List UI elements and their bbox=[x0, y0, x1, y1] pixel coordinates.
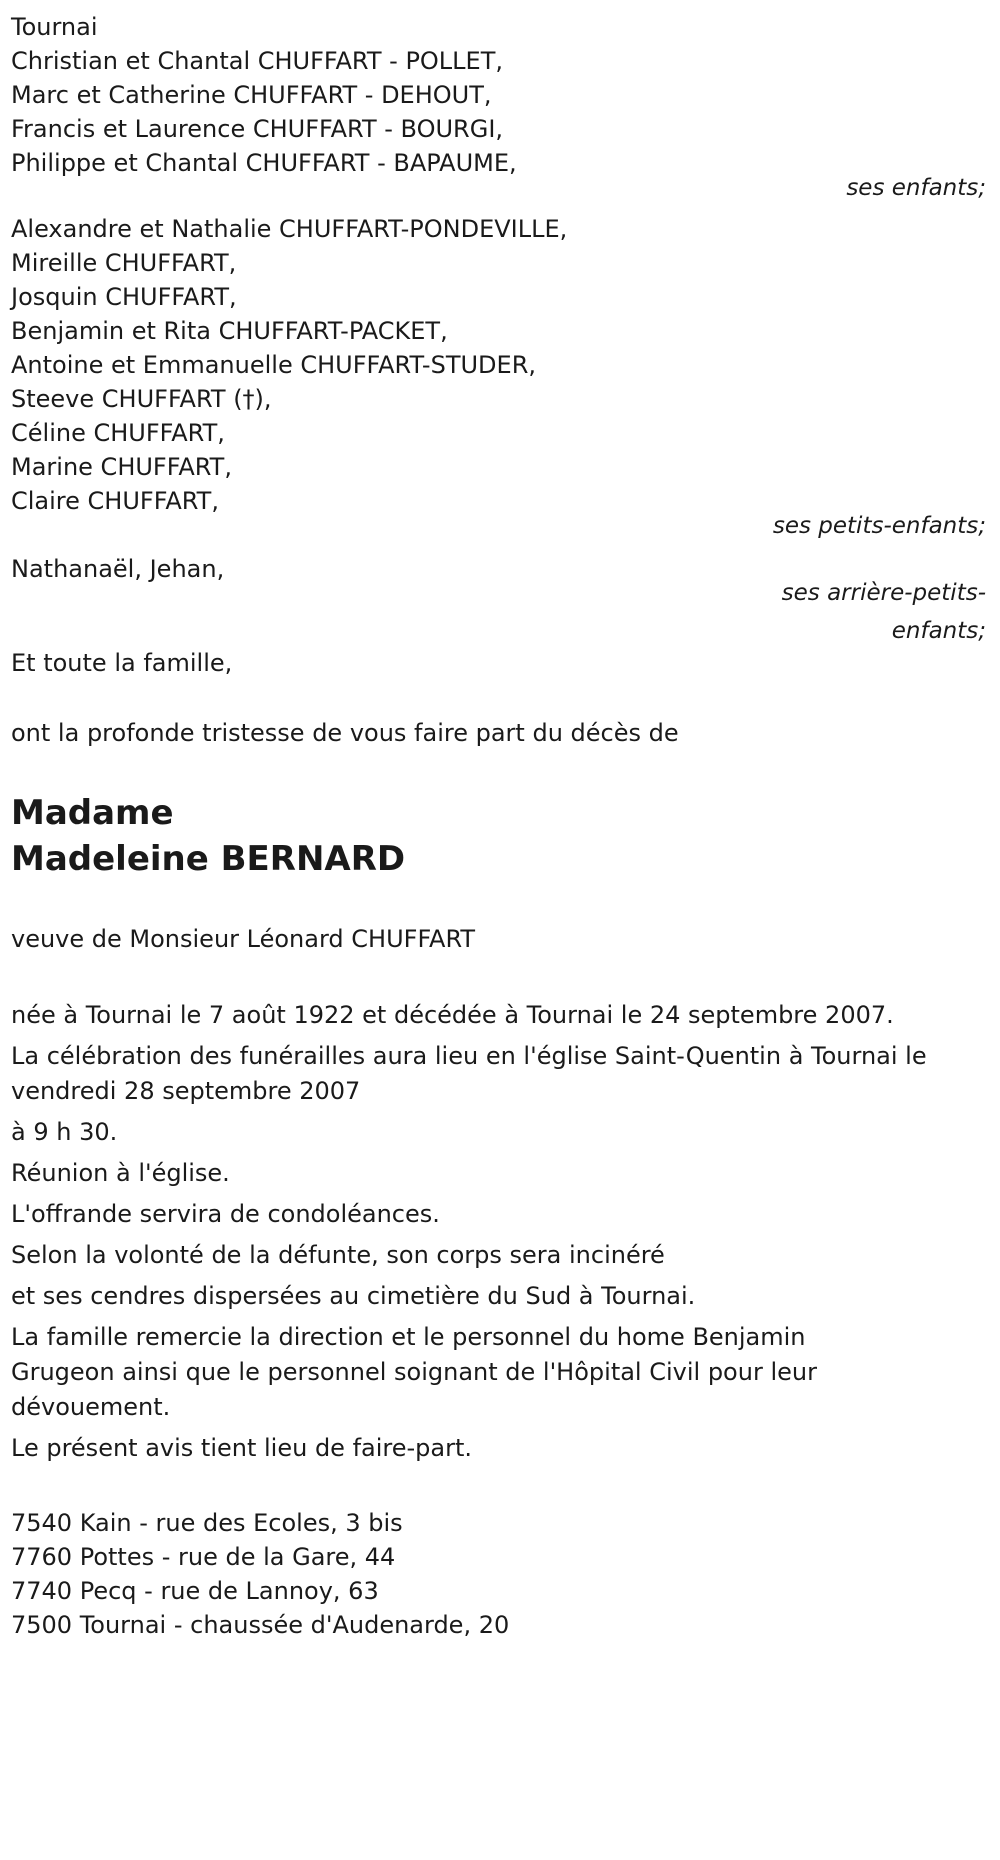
family-line: Et toute la famille, bbox=[11, 649, 233, 677]
grandchildren-role: ses petits-enfants; bbox=[772, 513, 986, 539]
list-item: Benjamin et Rita CHUFFART-PACKET, bbox=[11, 317, 448, 345]
grandchildren-list bbox=[11, 212, 986, 518]
offering-note: L'offrande servira de condoléances. bbox=[11, 1200, 440, 1228]
great-grandchildren-role-line2: enfants; bbox=[891, 618, 986, 644]
funeral-info: La célébration des funérailles aura lieu en l'église Saint-Quentin à Tournai le vendredi 28 septembre 2007 bbox=[11, 1042, 927, 1105]
children-list bbox=[11, 44, 986, 180]
widow-of: veuve de Monsieur Léonard CHUFFART bbox=[11, 925, 476, 953]
birth-death-dates: née à Tournai le 7 août 1922 et décédée à Tournai le 24 septembre 2007. bbox=[11, 1001, 894, 1029]
great-grandchildren-role bbox=[741, 574, 986, 650]
ashes-note: et ses cendres dispersées au cimetière du Sud à Tournai. bbox=[11, 1282, 696, 1310]
addresses bbox=[11, 1506, 986, 1642]
list-item: Alexandre et Nathalie CHUFFART-PONDEVILLE, bbox=[11, 215, 568, 243]
list-item: Marc et Catherine CHUFFART - DEHOUT, bbox=[11, 81, 492, 109]
great-grandchildren-role-line1: ses arrière-petits- bbox=[781, 580, 986, 606]
list-item: Claire CHUFFART, bbox=[11, 487, 219, 515]
list-item: Mireille CHUFFART, bbox=[11, 249, 237, 277]
deceased-name: Madeleine BERNARD bbox=[11, 839, 406, 879]
list-item: Francis et Laurence CHUFFART - BOURGI, bbox=[11, 115, 504, 143]
address-line: 7740 Pecq - rue de Lannoy, 63 bbox=[11, 1577, 379, 1605]
list-item: Marine CHUFFART, bbox=[11, 453, 232, 481]
obituary-notice bbox=[11, 10, 986, 1642]
list-item: Steeve CHUFFART (†), bbox=[11, 385, 272, 413]
list-item: Philippe et Chantal CHUFFART - BAPAUME, bbox=[11, 149, 517, 177]
place-name: Tournai bbox=[11, 13, 98, 41]
list-item: Christian et Chantal CHUFFART - POLLET, bbox=[11, 47, 503, 75]
address-line: 7500 Tournai - chaussée d'Audenarde, 20 bbox=[11, 1611, 510, 1639]
list-item: Antoine et Emmanuelle CHUFFART-STUDER, bbox=[11, 351, 536, 379]
announcement: ont la profonde tristesse de vous faire part du décès de bbox=[11, 719, 679, 747]
notice-note: Le présent avis tient lieu de faire-part. bbox=[11, 1434, 473, 1462]
address-line: 7540 Kain - rue des Ecoles, 3 bis bbox=[11, 1509, 403, 1537]
cremation-note: Selon la volonté de la défunte, son corps sera incinéré bbox=[11, 1241, 665, 1269]
children-role: ses enfants; bbox=[846, 175, 986, 201]
address-line: 7760 Pottes - rue de la Gare, 44 bbox=[11, 1543, 396, 1571]
thanks-note: La famille remercie la direction et le personnel du home Benjamin Grugeon ainsi que le personnel soignant de l'Hôpital Civil pour leur dévouement. bbox=[11, 1323, 817, 1421]
funeral-time: à 9 h 30. bbox=[11, 1118, 118, 1146]
meeting-place: Réunion à l'église. bbox=[11, 1159, 230, 1187]
deceased-title: Madame bbox=[11, 793, 174, 833]
list-item: Josquin CHUFFART, bbox=[11, 283, 237, 311]
great-grandchildren-section bbox=[11, 552, 986, 642]
list-item: Céline CHUFFART, bbox=[11, 419, 225, 447]
great-grandchildren: Nathanaël, Jehan, bbox=[11, 555, 225, 583]
